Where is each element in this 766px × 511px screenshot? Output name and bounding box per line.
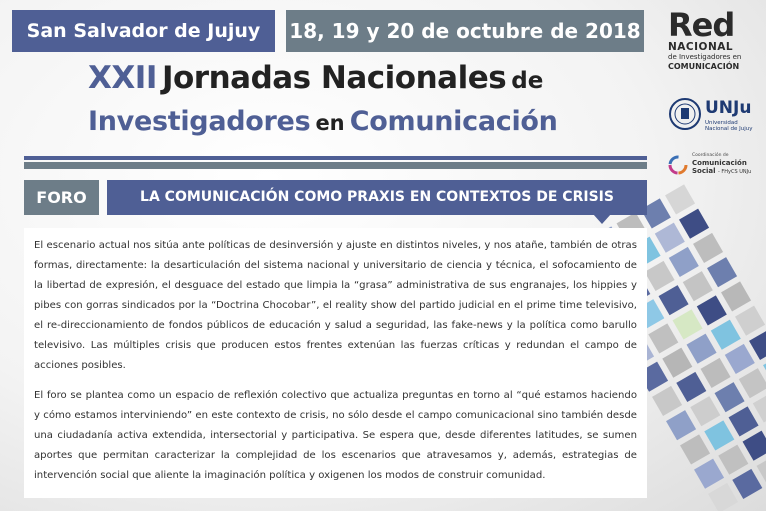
unju-subtitle [705, 120, 753, 132]
deco-square [679, 209, 709, 239]
unju-seal-icon [668, 94, 702, 134]
deco-square [739, 368, 766, 398]
deco-square [729, 406, 759, 436]
banner-notch [593, 214, 611, 224]
deco-square [665, 184, 695, 214]
dates-banner: 18, 19 y 20 de octubre de 2018 [286, 10, 644, 52]
title-comunicacion: Comunicación [349, 106, 558, 137]
deco-square [676, 372, 706, 402]
title-jornadas: Jornadas Nacionales [161, 60, 507, 96]
title-de: de [511, 68, 544, 94]
description-paragraph-1: El escenario actual nos sitúa ante políticas de desinversión y ajuste en distintos niveles, y nos atañe, también de otras formas, directamente: la desarticulación del sistema nacional y universitario de ciencia y técnica, el sofocamiento de la libertad de expresión, el desguace del estado que limpia la “grasa” administrativa de sus engranajes, los hippies y pibes con gorras sindicados por la “Doctrina Chocobar”, el reality show del partido judicial en el prime time televisivo, el re-direccionamiento de fondos públicos de educación y salud a seguridad, las fake-news y la política como barullo televisivo. Las múltiples crisis que producen estos frentes extenúan las fuerzas críticas y redundan el campo de acciones posibles. [34, 240, 637, 371]
deco-square [708, 483, 738, 511]
deco-square [735, 306, 765, 336]
separator-bar-primary [24, 156, 647, 160]
unju-subtitle-1: Universidad [705, 120, 738, 126]
fhycs-line-2 [692, 159, 751, 176]
title-en: en [315, 111, 345, 135]
deco-square [645, 261, 675, 291]
red-nacional-logo [668, 8, 764, 72]
deco-square [743, 431, 766, 461]
deco-square [693, 233, 723, 263]
fhycs-line-1: Coordinación de [692, 153, 729, 158]
red-logo-investigadores: de Investigadores en [668, 53, 742, 61]
forum-theme-banner: LA COMUNICACIÓN COMO PRAXIS EN CONTEXTOS DE CRISIS [107, 180, 647, 215]
separator-bar-secondary [24, 162, 647, 169]
deco-square [711, 320, 741, 350]
fhycs-logo [668, 153, 764, 177]
deco-square [732, 469, 762, 499]
deco-square [648, 323, 678, 353]
deco-square [718, 445, 748, 475]
fhycs-line-2b: Social [692, 167, 716, 175]
deco-square [652, 386, 682, 416]
deco-square [721, 281, 751, 311]
unju-name: UNJu [705, 98, 752, 118]
deco-square [666, 410, 696, 440]
deco-square [725, 344, 755, 374]
deco-square [655, 223, 685, 253]
forum-tag: FORO [24, 180, 99, 215]
red-logo-comunicacion: COMUNICACIÓN [668, 62, 740, 71]
deco-square [669, 247, 699, 277]
deco-square [680, 434, 710, 464]
city-banner: San Salvador de Jujuy [12, 10, 275, 52]
deco-square [683, 271, 713, 301]
fhycs-line-2a: Comunicación [692, 159, 747, 167]
deco-square [707, 257, 737, 287]
deco-square [690, 396, 720, 426]
deco-square [697, 295, 727, 325]
deco-square [673, 309, 703, 339]
title-line-2 [88, 106, 558, 137]
title-roman: XXII [88, 60, 157, 96]
unju-subtitle-2: Nacional de Jujuy [705, 126, 753, 132]
deco-square [659, 285, 689, 315]
deco-square [662, 348, 692, 378]
deco-square [694, 459, 724, 489]
deco-square [753, 392, 766, 422]
deco-square [687, 334, 717, 364]
deco-square [749, 330, 766, 360]
description-box [24, 228, 647, 498]
fhycs-ring-icon [668, 155, 688, 175]
unju-logo [668, 94, 764, 136]
red-logo-nacional: NACIONAL [668, 41, 734, 53]
title-line-1 [88, 60, 543, 96]
description-paragraph-2: El foro se plantea como un espacio de reflexión colectivo que actualiza preguntas en torno al “qué estamos haciendo y cómo estamos interviniendo” en este contexto de crisis, no sólo desde el campo comunicacional sino también desde una ciudadanía activa extendida, intersectorial y participativa. Se espera que, desde diferentes latitudes, se sumen aportes que permitan caracterizar la complejidad de los escenarios que atravesamos y, además, estrategias de intervención social que aliente la imaginación política y oxigenen los modos de construir comunidad. [34, 390, 637, 481]
red-logo-title: Red [668, 6, 735, 44]
deco-square [715, 382, 745, 412]
title-investigadores: Investigadores [88, 106, 311, 137]
fhycs-line-3: - FHyCS UNJu [717, 169, 752, 175]
deco-square [701, 358, 731, 388]
deco-square [704, 420, 734, 450]
